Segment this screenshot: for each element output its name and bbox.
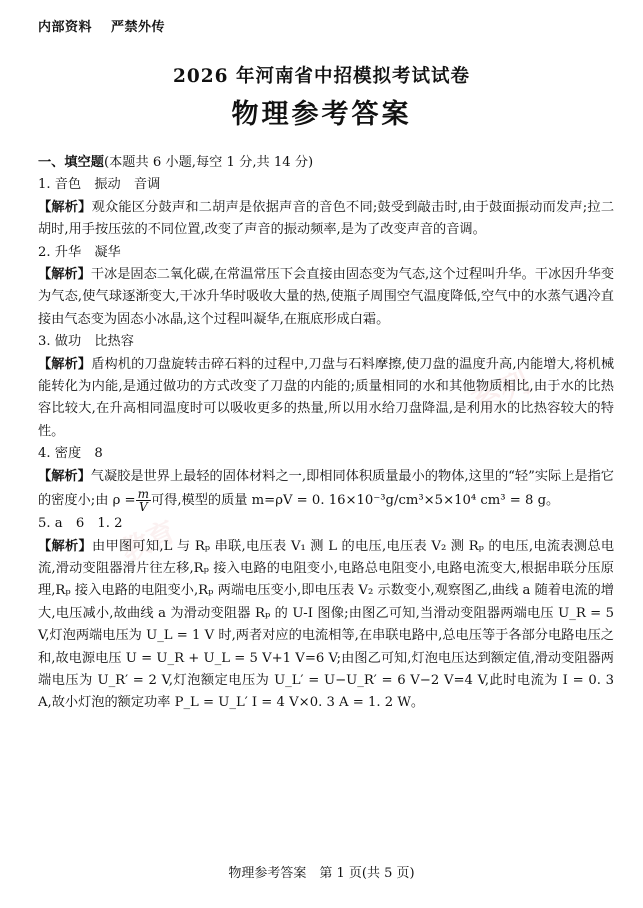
explanation-text: 气凝胶是世界上最轻的固体材料之一,即相同体积质量最小的物体,这里的“轻”实际上是指它的密度小;由 ρ = xyxy=(38,468,614,509)
exam-title: 2026 年河南省中招模拟考试试卷 xyxy=(173,66,470,87)
section-label: 一、填空题 xyxy=(38,155,104,170)
watermark: 系列 xyxy=(466,364,537,422)
explanation-tag: 【解析】 xyxy=(38,267,91,283)
question-4 xyxy=(38,443,614,513)
question-explanation xyxy=(38,536,614,715)
explanation-tag: 【解析】 xyxy=(38,468,91,484)
question-answer: 4. 密度 8 xyxy=(38,446,103,462)
fraction-numerator: m xyxy=(137,487,149,502)
question-explanation xyxy=(38,197,614,242)
question-explanation xyxy=(38,264,614,331)
question-answer: 5. a 6 1. 2 xyxy=(38,516,123,532)
internal-material-label: 内部资料 xyxy=(38,20,93,35)
confidential-note xyxy=(38,16,179,35)
explanation-tag: 【解析】 xyxy=(38,356,92,372)
question-2 xyxy=(38,242,614,332)
explanation-text-cont: 可得,模型的质量 m=ρV = 0. 16×10⁻³g/cm³×5×10⁴ cm³ = 8 g。 xyxy=(150,493,560,509)
answer-content xyxy=(38,152,614,715)
explanation-tag: 【解析】 xyxy=(38,538,92,554)
explanation-text: 盾构机的刀盘旋转击碎石料的过程中,刀盘与石料摩擦,使刀盘的温度升高,内能增大,将机械能转化为内能,是通过做功的方式改变了刀盘的内能的;质量相同的水和其他物质相比,由于水的比热容比较大,在升高相同温度时可以吸收更多的热量,所以用水给刀盘降温,是利用水的比热容较大的特性。 xyxy=(38,356,615,439)
no-distribution-label: 严禁外传 xyxy=(111,20,166,35)
question-answer: 2. 升华 凝华 xyxy=(38,244,121,260)
section-desc: (本题共 6 小题,每空 1 分,共 14 分) xyxy=(103,155,314,170)
question-1 xyxy=(38,174,614,241)
question-explanation xyxy=(38,466,614,513)
section-heading xyxy=(38,152,614,174)
question-explanation xyxy=(38,354,614,444)
question-3 xyxy=(38,331,614,443)
fraction-denominator: V xyxy=(138,500,148,515)
explanation-text: 观众能区分鼓声和二胡声是依据声音的音色不同;鼓受到敲击时,由于鼓面振动而发声;拉二胡时,用手按压弦的不同位置,改变了声音的振动频率,是为了改变声音的音调。 xyxy=(38,199,615,238)
explanation-text: 干冰是固态二氧化碳,在常温常压下会直接由固态变为气态,这个过程叫升华。干冰因升华变为气态,使气球逐渐变大,干冰升华时吸收大量的热,使瓶子周围空气温度降低,空气中的水蒸气遇冷直接由气态变为固态小冰晶,这个过程叫凝华,在瓶底形成白霜。 xyxy=(38,267,615,327)
question-answer: 3. 做功 比热容 xyxy=(38,334,134,350)
page-footer: 物理参考答案 第 1 页(共 5 页) xyxy=(228,866,415,881)
question-5 xyxy=(38,513,614,715)
answer-key-title: 物理参考答案 xyxy=(231,99,412,130)
question-answer: 1. 音色 振动 音调 xyxy=(38,177,161,193)
watermark: 教育 xyxy=(116,514,181,569)
explanation-tag: 【解析】 xyxy=(38,199,92,215)
explanation-text: 由甲图可知,L 与 Rₚ 串联,电压表 V₁ 测 L 的电压,电压表 V₂ 测 Rₚ 的电压,电流表测总电流,滑动变阻器滑片往左移,Rₚ 接入电路的电阻变小,电路总电阻变小,电路电流变大,根据串联分压原理,Rₚ 接入电路的电阻变小,Rₚ 两端电压变小,即电压表 V₂ 示数变小,观察图乙,曲线 a 随着电流的增大,电压减小,故曲线 a 为滑动变阻器 Rₚ 的 U-I 图像;由图乙可知,当滑动变阻器两端电压 U_R = 5 V,灯泡两端电压为 U_L = 1 V 时,两者对应的电流相等,在串联电路中,总电压等于各部分电路电压之和,故电源电压 U = U_R + U_L = 5 V+1 V=6 V;由图乙可知,灯泡电压达到额定值,滑动变阻器两端电压为 U_R′ = 2 V,灯泡额定电压为 U_L′ = U−U_R′ = 6 V−2 V=4 V,此时电流为 I = 0. 3 A,故小灯泡的额定功率 P_L = U_L′ I = 4 V×0. 3 A = 1. 2 W。 xyxy=(38,538,615,711)
density-fraction xyxy=(136,488,151,513)
